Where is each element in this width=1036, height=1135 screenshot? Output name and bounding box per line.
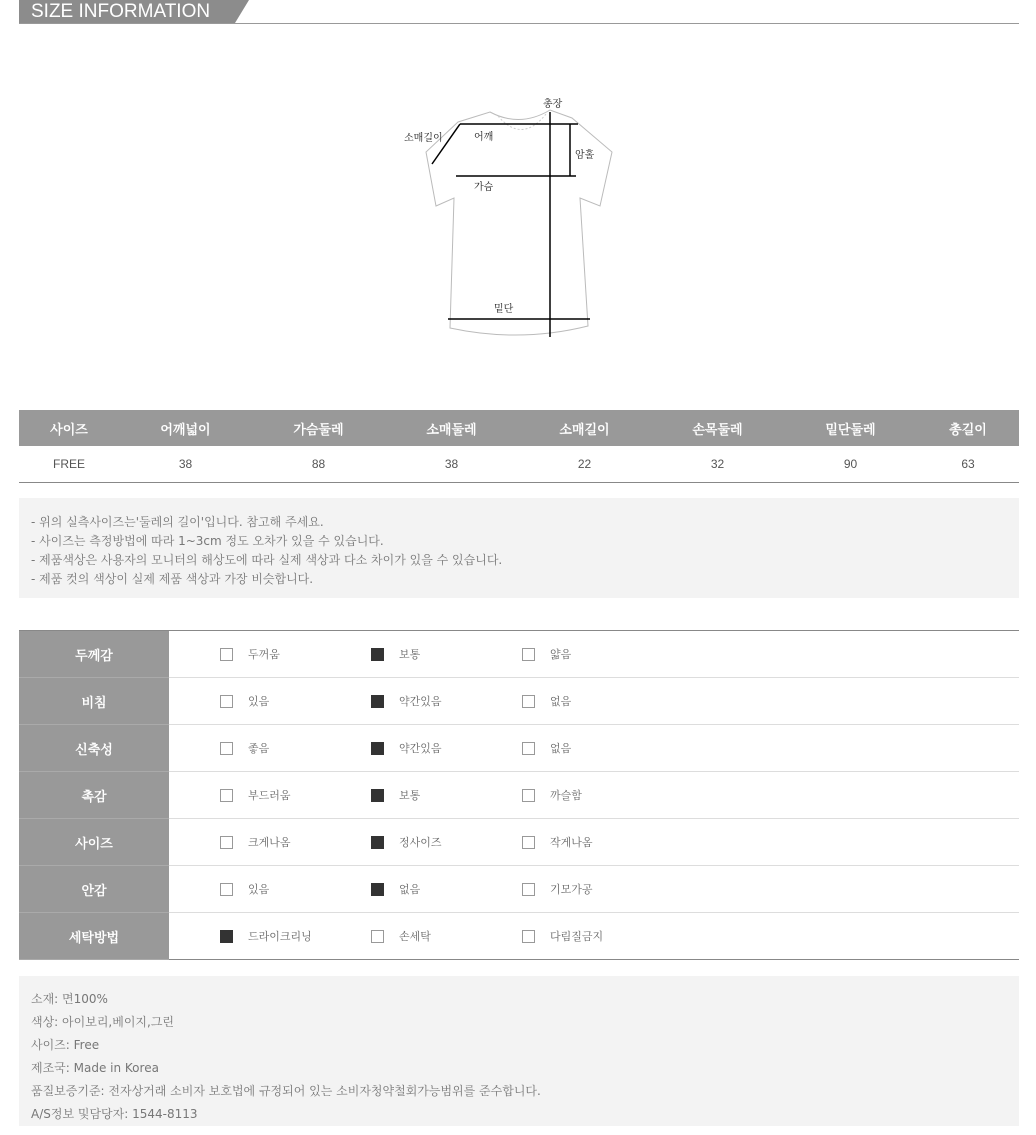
col-header-sleeve-length: 소매길이: [518, 410, 651, 446]
attribute-row: [19, 678, 1019, 725]
attribute-row: [19, 631, 1019, 678]
attribute-row: [19, 913, 1019, 960]
section-header: [19, 0, 1019, 24]
attribute-option-label: 보통: [399, 648, 421, 661]
unchecked-checkbox[interactable]: [522, 836, 535, 849]
info-material: 소재: 면100%: [31, 992, 108, 1006]
attribute-options: [169, 772, 1019, 819]
attribute-option-label: 까슬함: [550, 789, 582, 802]
attribute-option-label: 보통: [399, 789, 421, 802]
unchecked-checkbox[interactable]: [522, 930, 535, 943]
attribute-option-label: 약간있음: [399, 695, 442, 708]
attribute-option[interactable]: [220, 881, 269, 897]
cell-sleeve-circ: 38: [385, 446, 518, 483]
col-header-size: 사이즈: [19, 410, 119, 446]
attribute-option[interactable]: [522, 787, 582, 803]
cell-chest: 88: [252, 446, 385, 483]
attribute-option[interactable]: [522, 693, 571, 709]
info-size: 사이즈: Free: [31, 1038, 100, 1052]
cell-shoulder: 38: [119, 446, 252, 483]
size-table-header-row: [19, 410, 1019, 446]
attribute-option-label: 있음: [248, 883, 270, 896]
label-sleeve-length: 소매길이: [404, 133, 443, 144]
cell-sleeve-length: 22: [518, 446, 651, 483]
info-quality: 품질보증기준: 전자상거래 소비자 보호법에 규정되어 있는 소비자청약철회가능범위를 준수합니다.: [31, 1084, 541, 1098]
col-header-sleeve-circ: 소매둘레: [385, 410, 518, 446]
attribute-option-label: 작게나옴: [550, 836, 593, 849]
col-header-hem: 밑단둘레: [784, 410, 917, 446]
attribute-options: [169, 819, 1019, 866]
cell-size: FREE: [19, 446, 119, 483]
attribute-option[interactable]: [220, 928, 312, 944]
size-notes: [19, 498, 1019, 598]
attribute-option[interactable]: [220, 693, 269, 709]
attribute-label: 안감: [19, 866, 169, 913]
attribute-label: 촉감: [19, 772, 169, 819]
attribute-option-label: 두꺼움: [248, 648, 280, 661]
product-info: [19, 976, 1019, 1126]
attribute-row: [19, 819, 1019, 866]
attribute-option[interactable]: [371, 928, 431, 944]
attribute-option[interactable]: [522, 834, 593, 850]
unchecked-checkbox[interactable]: [220, 648, 233, 661]
checked-checkbox[interactable]: [371, 648, 384, 661]
unchecked-checkbox[interactable]: [220, 742, 233, 755]
col-header-wrist: 손목둘레: [651, 410, 784, 446]
cell-total-length: 63: [917, 446, 1019, 483]
attribute-option-label: 얇음: [550, 648, 572, 661]
unchecked-checkbox[interactable]: [522, 789, 535, 802]
attribute-options: [169, 725, 1019, 772]
attribute-option[interactable]: [371, 693, 442, 709]
table-row: [19, 446, 1019, 483]
attribute-option-label: 없음: [550, 742, 572, 755]
attribute-option[interactable]: [522, 740, 571, 756]
attribute-option-label: 있음: [248, 695, 270, 708]
attribute-option-label: 드라이크리닝: [248, 930, 312, 943]
cell-wrist: 32: [651, 446, 784, 483]
size-table: [19, 410, 1019, 483]
attribute-option[interactable]: [371, 834, 442, 850]
checked-checkbox[interactable]: [371, 789, 384, 802]
checked-checkbox[interactable]: [220, 930, 233, 943]
info-as-contact: A/S정보 및담당자: 1544-8113: [31, 1107, 198, 1121]
unchecked-checkbox[interactable]: [220, 836, 233, 849]
attribute-option[interactable]: [220, 646, 280, 662]
col-header-shoulder: 어깨넓이: [119, 410, 252, 446]
attribute-option[interactable]: [522, 881, 593, 897]
attribute-label: 비침: [19, 678, 169, 725]
attribute-option-label: 크게나옴: [248, 836, 291, 849]
checked-checkbox[interactable]: [371, 883, 384, 896]
unchecked-checkbox[interactable]: [522, 742, 535, 755]
unchecked-checkbox[interactable]: [220, 883, 233, 896]
attribute-option[interactable]: [522, 928, 603, 944]
label-total-length: 총장: [543, 99, 563, 110]
attribute-option-label: 좋음: [248, 742, 270, 755]
info-color: 색상: 아이보리,베이지,그린: [31, 1015, 174, 1029]
attribute-label: 신축성: [19, 725, 169, 772]
unchecked-checkbox[interactable]: [522, 695, 535, 708]
attribute-option-label: 없음: [399, 883, 421, 896]
attribute-option-label: 정사이즈: [399, 836, 442, 849]
attribute-option-label: 손세탁: [399, 930, 431, 943]
label-hem: 밑단: [494, 304, 514, 315]
unchecked-checkbox[interactable]: [220, 695, 233, 708]
checked-checkbox[interactable]: [371, 695, 384, 708]
unchecked-checkbox[interactable]: [522, 648, 535, 661]
label-shoulder: 어깨: [474, 132, 494, 143]
attribute-option[interactable]: [371, 740, 442, 756]
note-line: - 위의 실측사이즈는'둘레의 길이'입니다. 참고해 주세요.: [31, 515, 324, 529]
attribute-option-label: 약간있음: [399, 742, 442, 755]
attribute-table: [19, 630, 1019, 960]
attribute-option[interactable]: [371, 787, 420, 803]
label-armhole: 암홀: [575, 150, 595, 161]
label-chest: 가슴: [474, 182, 494, 193]
attribute-option[interactable]: [220, 787, 291, 803]
attribute-option[interactable]: [220, 834, 291, 850]
note-line: - 제품색상은 사용자의 모니터의 해상도에 따라 실제 색상과 다소 차이가 있을 수 있습니다.: [31, 553, 503, 567]
attribute-row: [19, 866, 1019, 913]
attribute-option[interactable]: [371, 881, 420, 897]
unchecked-checkbox[interactable]: [220, 789, 233, 802]
attribute-options: [169, 866, 1019, 913]
attribute-row: [19, 725, 1019, 772]
attribute-options: [169, 913, 1019, 960]
cell-hem: 90: [784, 446, 917, 483]
note-line: - 제품 컷의 색상이 실제 제품 색상과 가장 비슷합니다.: [31, 572, 314, 586]
checked-checkbox[interactable]: [371, 836, 384, 849]
unchecked-checkbox[interactable]: [371, 930, 384, 943]
unchecked-checkbox[interactable]: [522, 883, 535, 896]
attribute-option-label: 없음: [550, 695, 572, 708]
col-header-total-length: 총길이: [917, 410, 1019, 446]
attribute-option[interactable]: [220, 740, 269, 756]
garment-diagram: [390, 88, 630, 348]
attribute-option-label: 다림질금지: [550, 930, 604, 943]
attribute-row: [19, 772, 1019, 819]
attribute-options: [169, 631, 1019, 678]
attribute-options: [169, 678, 1019, 725]
col-header-chest: 가슴둘레: [252, 410, 385, 446]
attribute-label: 두께감: [19, 631, 169, 678]
attribute-label: 세탁방법: [19, 913, 169, 960]
attribute-option[interactable]: [522, 646, 571, 662]
info-origin: 제조국: Made in Korea: [31, 1061, 159, 1075]
attribute-option-label: 부드러움: [248, 789, 291, 802]
attribute-option-label: 기모가공: [550, 883, 593, 896]
section-title: SIZE INFORMATION: [19, 0, 235, 23]
checked-checkbox[interactable]: [371, 742, 384, 755]
note-line: - 사이즈는 측정방법에 따라 1~3cm 정도 오차가 있을 수 있습니다.: [31, 534, 384, 548]
attribute-label: 사이즈: [19, 819, 169, 866]
attribute-option[interactable]: [371, 646, 420, 662]
